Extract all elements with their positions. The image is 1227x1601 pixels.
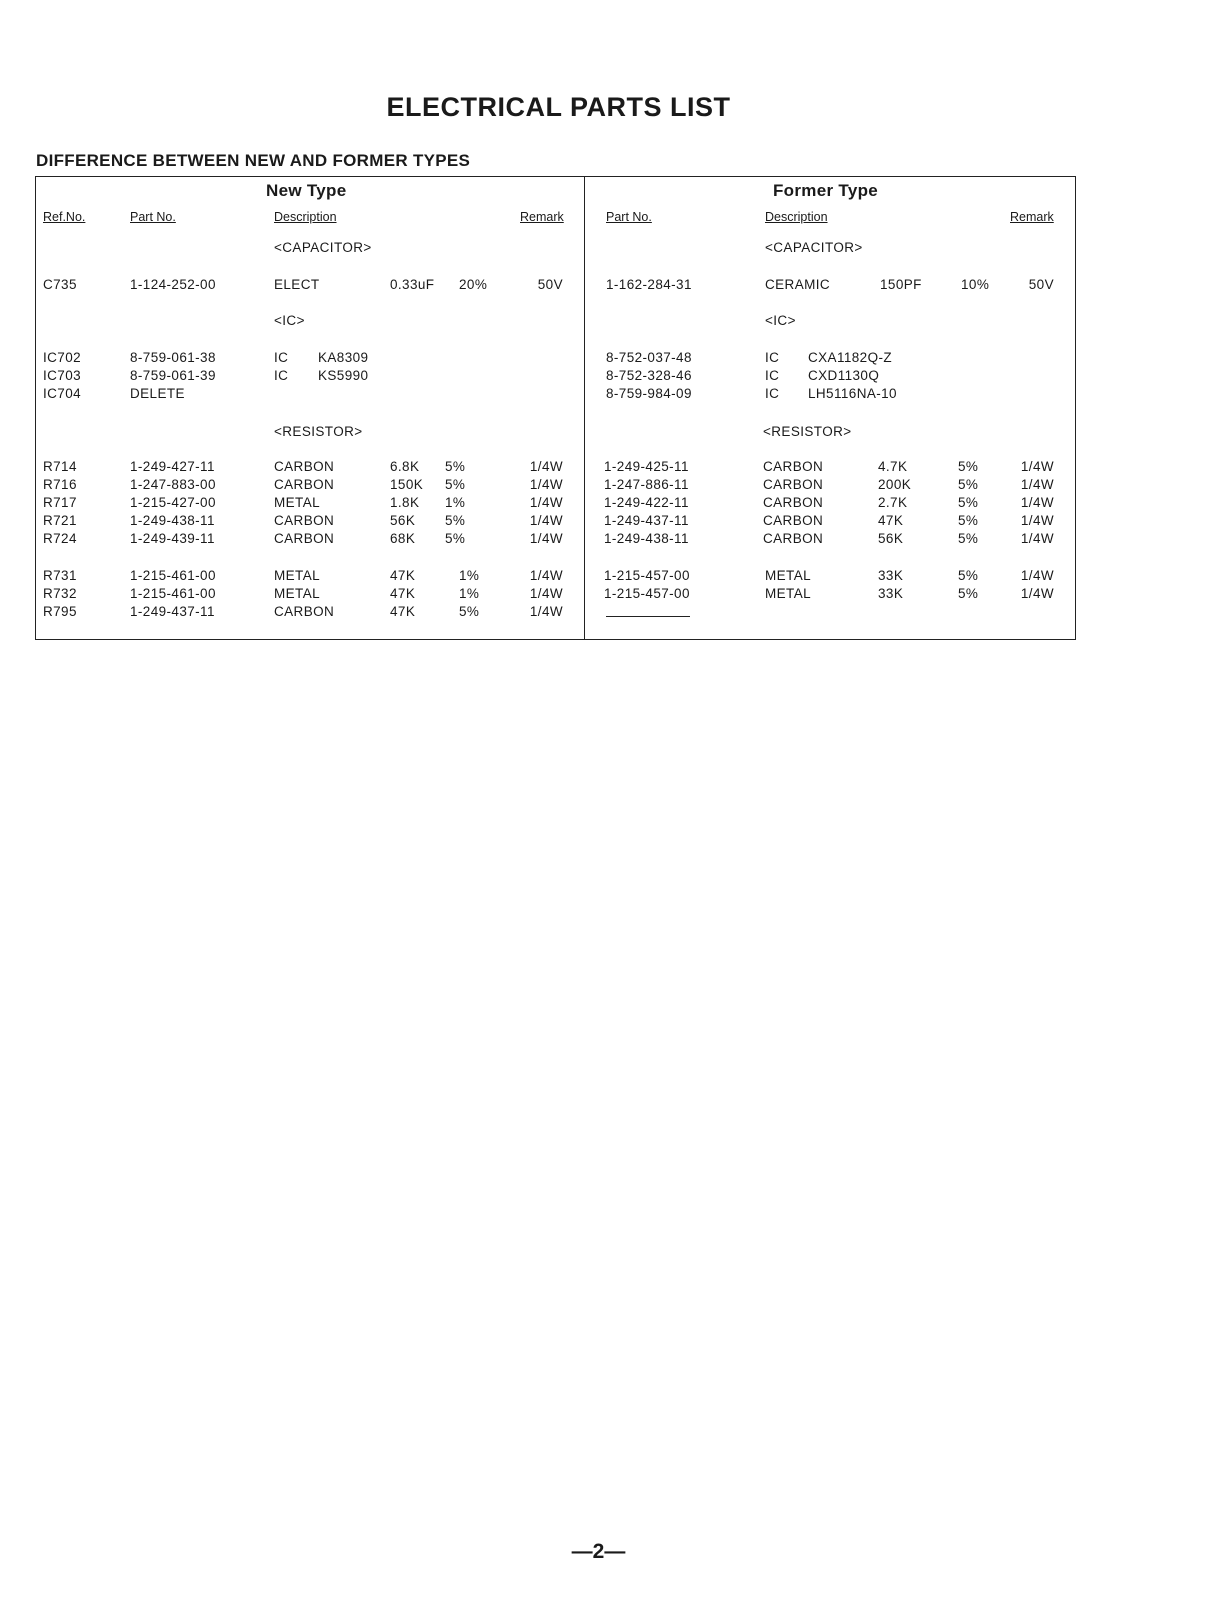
old-remark: 1/4W bbox=[1020, 513, 1054, 528]
old-part-no: 1-215-457-00 bbox=[604, 568, 690, 583]
new-description: METAL bbox=[274, 568, 321, 583]
col-new-description: Description bbox=[274, 210, 337, 224]
old-tolerance: 5% bbox=[958, 586, 979, 601]
new-tolerance: 5% bbox=[445, 477, 466, 492]
new-description: IC bbox=[274, 350, 289, 365]
new-remark: 1/4W bbox=[529, 477, 563, 492]
new-part-no: 1-249-438-11 bbox=[130, 513, 215, 528]
new-tolerance: 5% bbox=[459, 604, 480, 619]
old-value: 47K bbox=[878, 513, 904, 528]
col-new-remark: Remark bbox=[520, 210, 564, 224]
new-value: 1.8K bbox=[390, 495, 420, 510]
old-description: CERAMIC bbox=[765, 277, 831, 292]
old-part-no: 1-249-438-11 bbox=[604, 531, 689, 546]
col-old-part-no: Part No. bbox=[606, 210, 652, 224]
old-tolerance: 5% bbox=[958, 495, 979, 510]
old-value: 33K bbox=[878, 568, 904, 583]
new-remark: 1/4W bbox=[529, 586, 563, 601]
old-description: CARBON bbox=[763, 513, 824, 528]
old-description: METAL bbox=[765, 568, 812, 583]
old-part-no: 1-249-425-11 bbox=[604, 459, 689, 474]
old-value: 150PF bbox=[880, 277, 922, 292]
ref-no: IC704 bbox=[43, 386, 82, 401]
new-value: 6.8K bbox=[390, 459, 420, 474]
old-tolerance: 10% bbox=[961, 277, 990, 292]
old-remark: 1/4W bbox=[1020, 495, 1054, 510]
old-value: 2.7K bbox=[878, 495, 908, 510]
new-part-no: 1-247-883-00 bbox=[130, 477, 216, 492]
old-capacitor-section: <CAPACITOR> bbox=[765, 240, 863, 255]
former-type-header: Former Type bbox=[773, 181, 879, 200]
old-description: CARBON bbox=[763, 495, 824, 510]
old-tolerance: 5% bbox=[958, 459, 979, 474]
old-description: CARBON bbox=[763, 459, 824, 474]
ref-no: R795 bbox=[43, 604, 77, 619]
old-tolerance: 5% bbox=[958, 513, 979, 528]
new-description: CARBON bbox=[274, 604, 335, 619]
old-remark: 1/4W bbox=[1020, 459, 1054, 474]
ref-no: R724 bbox=[43, 531, 77, 546]
new-tolerance: 5% bbox=[445, 513, 466, 528]
new-description: METAL bbox=[274, 495, 321, 510]
new-description: CARBON bbox=[274, 477, 335, 492]
col-new-part-no: Part No. bbox=[130, 210, 176, 224]
ref-no: R716 bbox=[43, 477, 77, 492]
old-part-no: 1-247-886-11 bbox=[604, 477, 689, 492]
new-value: 47K bbox=[390, 604, 416, 619]
new-tolerance: 20% bbox=[459, 277, 488, 292]
old-description: IC bbox=[765, 368, 780, 383]
page-title: ELECTRICAL PARTS LIST bbox=[386, 92, 731, 122]
new-tolerance: 1% bbox=[459, 568, 480, 583]
new-model: KS5990 bbox=[318, 368, 369, 383]
new-part-no: 1-215-461-00 bbox=[130, 586, 216, 601]
old-model: CXD1130Q bbox=[808, 368, 880, 383]
old-value: 56K bbox=[878, 531, 904, 546]
ref-no: R732 bbox=[43, 586, 77, 601]
new-part-no: DELETE bbox=[130, 386, 185, 401]
new-model: KA8309 bbox=[318, 350, 369, 365]
no-former-part-line bbox=[606, 616, 690, 617]
new-description: CARBON bbox=[274, 513, 335, 528]
old-remark: 50V bbox=[1028, 277, 1054, 292]
column-divider bbox=[584, 176, 585, 640]
ref-no: C735 bbox=[43, 277, 77, 292]
old-tolerance: 5% bbox=[958, 531, 979, 546]
new-value: 56K bbox=[390, 513, 416, 528]
new-remark: 1/4W bbox=[529, 495, 563, 510]
col-old-description: Description bbox=[765, 210, 828, 224]
old-part-no: 1-162-284-31 bbox=[606, 277, 692, 292]
ref-no: IC703 bbox=[43, 368, 82, 383]
old-remark: 1/4W bbox=[1020, 531, 1054, 546]
new-remark: 1/4W bbox=[529, 531, 563, 546]
new-tolerance: 5% bbox=[445, 531, 466, 546]
old-part-no: 1-249-437-11 bbox=[604, 513, 689, 528]
new-part-no: 8-759-061-38 bbox=[130, 350, 216, 365]
new-value: 68K bbox=[390, 531, 416, 546]
old-description: CARBON bbox=[763, 531, 824, 546]
old-ic-section: <IC> bbox=[765, 313, 796, 328]
old-description: CARBON bbox=[763, 477, 824, 492]
old-value: 4.7K bbox=[878, 459, 908, 474]
new-description: METAL bbox=[274, 586, 321, 601]
new-description: IC bbox=[274, 368, 289, 383]
ref-no: R731 bbox=[43, 568, 77, 583]
old-part-no: 8-752-037-48 bbox=[606, 350, 692, 365]
new-remark: 1/4W bbox=[529, 513, 563, 528]
ref-no: R717 bbox=[43, 495, 77, 510]
old-part-no: 1-215-457-00 bbox=[604, 586, 690, 601]
old-part-no: 8-752-328-46 bbox=[606, 368, 692, 383]
section-subtitle: DIFFERENCE BETWEEN NEW AND FORMER TYPES bbox=[36, 151, 471, 170]
old-remark: 1/4W bbox=[1020, 586, 1054, 601]
new-type-header: New Type bbox=[266, 181, 347, 200]
page-number: —2— bbox=[571, 1540, 626, 1563]
ref-no: IC702 bbox=[43, 350, 82, 365]
new-tolerance: 5% bbox=[445, 459, 466, 474]
new-value: 0.33uF bbox=[390, 277, 435, 292]
new-part-no: 1-249-439-11 bbox=[130, 531, 215, 546]
col-old-remark: Remark bbox=[1010, 210, 1054, 224]
new-value: 47K bbox=[390, 586, 416, 601]
old-tolerance: 5% bbox=[958, 568, 979, 583]
old-value: 33K bbox=[878, 586, 904, 601]
new-description: ELECT bbox=[274, 277, 320, 292]
old-model: LH5116NA-10 bbox=[808, 386, 897, 401]
new-resistor-section: <RESISTOR> bbox=[274, 424, 363, 439]
new-value: 150K bbox=[390, 477, 424, 492]
new-value: 47K bbox=[390, 568, 416, 583]
new-capacitor-section: <CAPACITOR> bbox=[274, 240, 372, 255]
ref-no: R714 bbox=[43, 459, 77, 474]
old-part-no: 1-249-422-11 bbox=[604, 495, 689, 510]
new-tolerance: 1% bbox=[459, 586, 480, 601]
new-part-no: 1-215-427-00 bbox=[130, 495, 216, 510]
old-description: IC bbox=[765, 386, 780, 401]
new-tolerance: 1% bbox=[445, 495, 466, 510]
new-remark: 50V bbox=[537, 277, 563, 292]
old-description: IC bbox=[765, 350, 780, 365]
new-remark: 1/4W bbox=[529, 459, 563, 474]
new-remark: 1/4W bbox=[529, 604, 563, 619]
old-value: 200K bbox=[878, 477, 912, 492]
new-part-no: 8-759-061-39 bbox=[130, 368, 216, 383]
old-tolerance: 5% bbox=[958, 477, 979, 492]
new-remark: 1/4W bbox=[529, 568, 563, 583]
new-part-no: 1-124-252-00 bbox=[130, 277, 216, 292]
new-part-no: 1-215-461-00 bbox=[130, 568, 216, 583]
old-remark: 1/4W bbox=[1020, 477, 1054, 492]
new-ic-section: <IC> bbox=[274, 313, 305, 328]
old-part-no: 8-759-984-09 bbox=[606, 386, 692, 401]
old-resistor-section: <RESISTOR> bbox=[763, 424, 852, 439]
col-ref-no: Ref.No. bbox=[43, 210, 86, 224]
ref-no: R721 bbox=[43, 513, 77, 528]
new-part-no: 1-249-427-11 bbox=[130, 459, 215, 474]
old-description: METAL bbox=[765, 586, 812, 601]
old-model: CXA1182Q-Z bbox=[808, 350, 893, 365]
new-part-no: 1-249-437-11 bbox=[130, 604, 215, 619]
new-description: CARBON bbox=[274, 531, 335, 546]
old-remark: 1/4W bbox=[1020, 568, 1054, 583]
new-description: CARBON bbox=[274, 459, 335, 474]
